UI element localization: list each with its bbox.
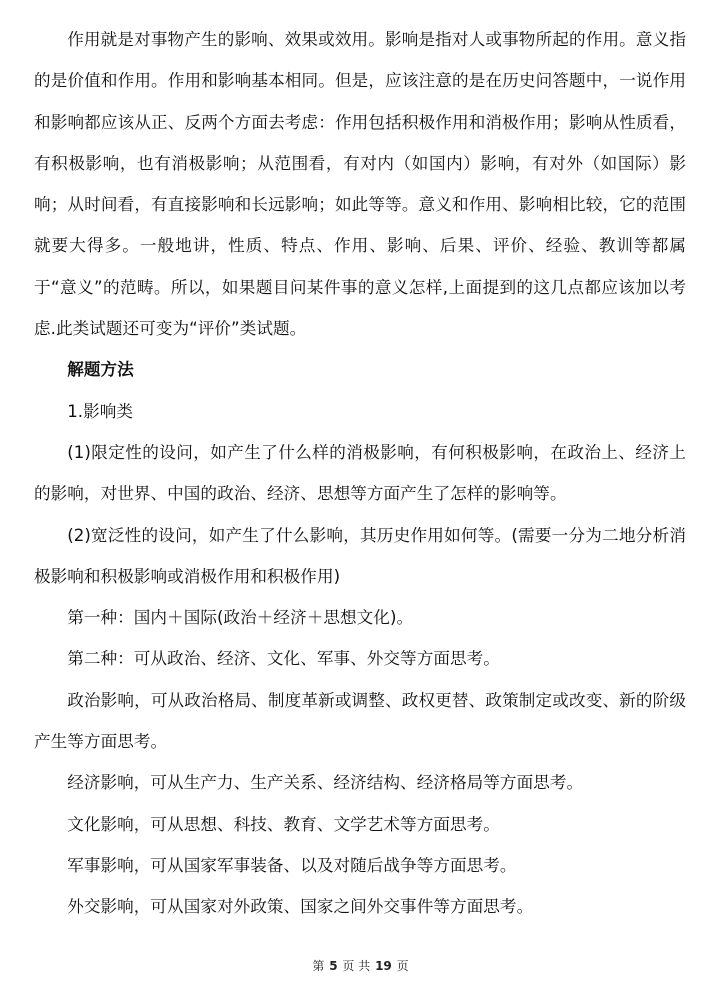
paragraph-political: 政治影响，可从政治格局、制度革新或调整、政权更替、政策制定或改变、新的阶级产生等方面思考。 [34, 690, 686, 752]
subheading-influence: 1.影响类 [67, 401, 134, 421]
paragraph-type-one: 第一种：国内＋国际(政治＋经济＋思想文化)。 [67, 608, 414, 628]
section-heading-method: 解题方法 [67, 360, 134, 380]
footer-middle: 页 共 [342, 959, 371, 973]
paragraph-military: 军事影响，可从国家军事装备、以及对随后战争等方面思考。 [67, 855, 517, 875]
page-footer [0, 958, 721, 974]
paragraph-broad-question: (2)宽泛性的设问，如产生了什么影响，其历史作用如何等。(需要一分为二地分析消极影响和积极影响或消极作用和积极作用) [34, 525, 686, 586]
footer-current-page: 5 [329, 959, 338, 973]
paragraph-economic: 经济影响，可从生产力、生产关系、经济结构、经济格局等方面思考。 [67, 773, 584, 793]
paragraph-cultural: 文化影响，可从思想、科技、教育、文学艺术等方面思考。 [67, 814, 500, 834]
footer-total-pages: 19 [375, 959, 392, 973]
paragraph-intro: 作用就是对事物产生的影响、效果或效用。影响是指对人或事物所起的作用。意义指的是价值和作用。作用和影响基本相同。但是，应该注意的是在历史问答题中，一说作用和影响都应该从正、反两个方面去考虑：作用包括积极作用和消极作用；影响从性质看，有积极影响，也有消极影响；从范围看，有对内（如国内）影响，有对外（如国际）影响；从时间看，有直接影响和长远影响；如此等等。意义和作用、影响相比较，它的范围就要大得多。一般地讲，性质、特点、作用、影响、后果、评价、经验、教训等都属于“意义”的范畴。所以，如果题目问某件事的意义怎样,上面提到的这几点都应该加以考虑.此类试题还可变为“评价”类试题。 [34, 30, 686, 339]
paragraph-type-two: 第二种：可从政治、经济、文化、军事、外交等方面思考。 [67, 649, 500, 669]
footer-prefix: 第 [312, 959, 325, 973]
document-body [34, 19, 686, 928]
footer-suffix: 页 [396, 959, 409, 973]
paragraph-diplomatic: 外交影响，可从国家对外政策、国家之间外交事件等方面思考。 [67, 897, 534, 917]
paragraph-limited-question: (1)限定性的设问，如产生了什么样的消极影响，有何积极影响，在政治上、经济上的影响，对世界、中国的政治、经济、思想等方面产生了怎样的影响等。 [34, 442, 686, 504]
